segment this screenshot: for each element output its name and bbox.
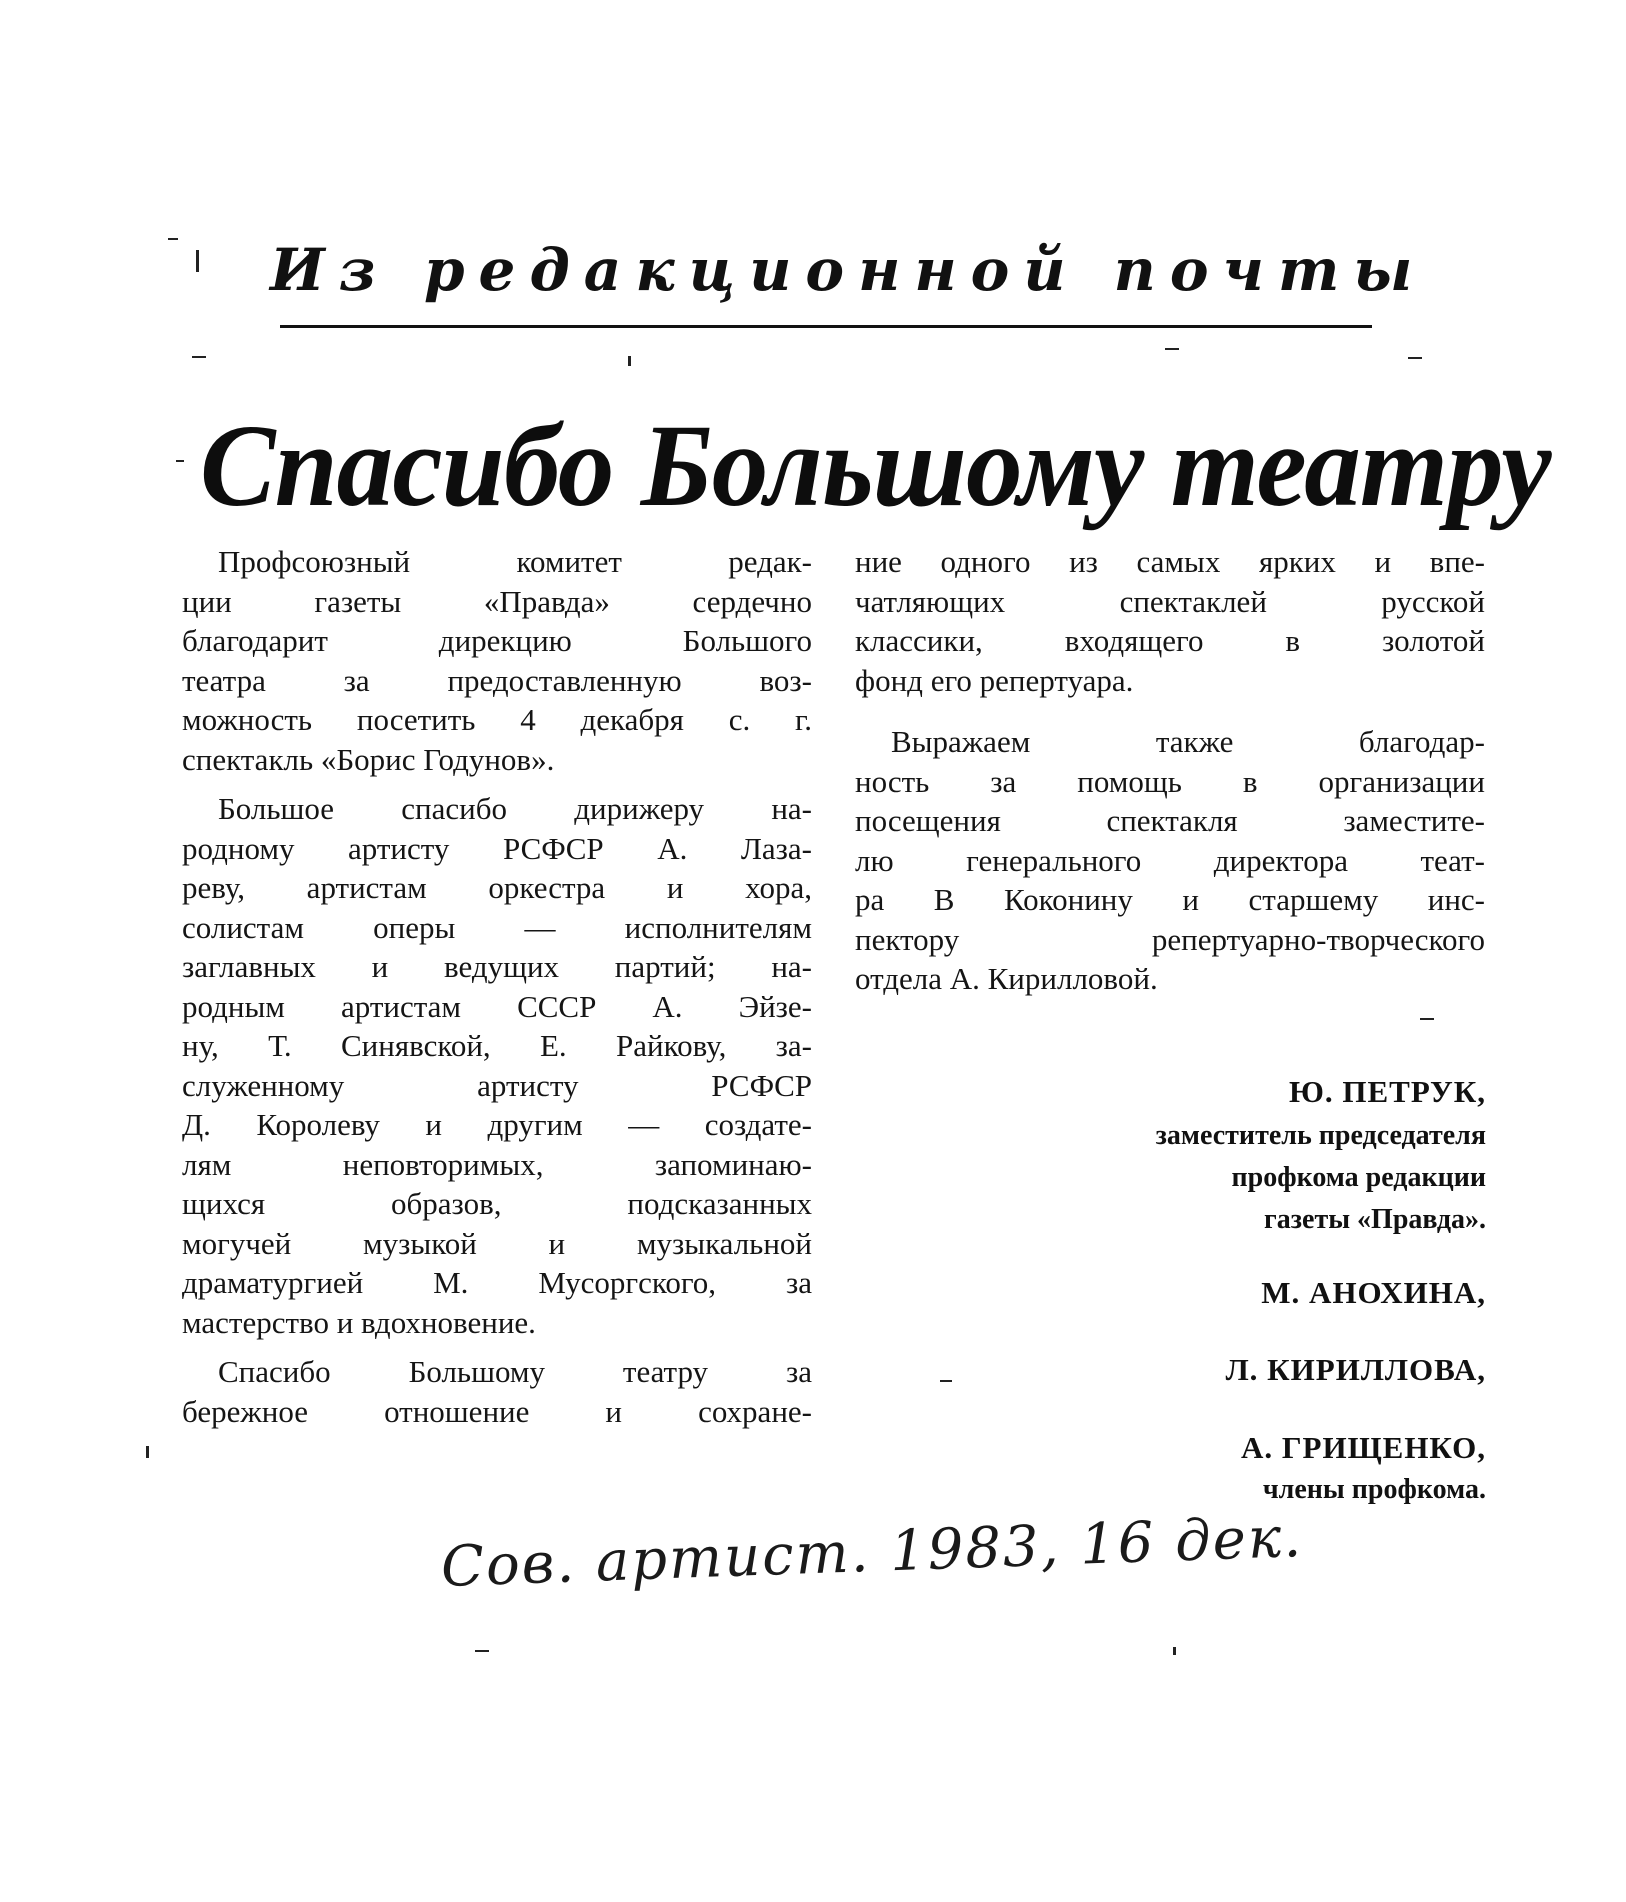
text-line: чатляющих спектаклей русской — [855, 583, 1485, 619]
text-line: ции газеты «Правда» сердечно — [182, 583, 812, 619]
text-line: ность за помощь в организации — [855, 763, 1485, 799]
text-line: служенному артисту РСФСР — [182, 1067, 812, 1103]
signature-role: заместитель председателя — [1155, 1120, 1486, 1151]
text-line: Д. Королеву и другим — создате- — [182, 1107, 812, 1142]
text-line: родному артисту РСФСР А. Лаза- — [182, 830, 812, 866]
text-line: Профсоюзный комитет редак- — [218, 544, 812, 579]
text-line: благодарит дирекцию Большого — [182, 623, 812, 658]
text-line: ну, Т. Синявской, Е. Райкову, за- — [182, 1028, 812, 1063]
signature-name: Л. КИРИЛЛОВА, — [1225, 1352, 1486, 1387]
text-line: фонд его репертуара. — [855, 662, 1134, 698]
text-line: родным артистам СССР А. Эйзе- — [182, 988, 812, 1024]
scan-speck — [475, 1650, 489, 1652]
article-left-column — [182, 542, 812, 1431]
article-right-column — [855, 542, 1485, 999]
text-line: мастерство и вдохновение. — [182, 1304, 536, 1340]
signature-role: профкома редакции — [1231, 1162, 1486, 1193]
headline: Спасибо Большому театру — [200, 400, 1551, 531]
text-line: лю генерального директора теат- — [855, 842, 1485, 878]
text-line: отдела А. Кирилловой. — [855, 961, 1158, 996]
text-line: бережное отношение и сохране- — [182, 1393, 812, 1429]
rubric-underline — [280, 325, 1372, 328]
signature-role: газеты «Правда». — [1264, 1204, 1486, 1235]
signature-name: М. АНОХИНА, — [1261, 1275, 1486, 1310]
signature-role: члены профкома. — [1262, 1474, 1486, 1505]
scan-speck — [176, 460, 184, 462]
scan-speck — [1165, 348, 1179, 350]
handwritten-source-note: Сов. артист. 1983, 16 дек. — [440, 1504, 1305, 1600]
text-line: ние одного из самых ярких и впе- — [855, 544, 1485, 579]
scan-speck — [168, 238, 178, 240]
scan-speck — [196, 250, 199, 272]
scan-speck — [1408, 357, 1422, 359]
text-line: Выражаем также благодар- — [891, 724, 1485, 759]
text-line: театра за предоставленную воз- — [182, 662, 812, 698]
scan-speck — [146, 1446, 149, 1458]
text-line: спектакль «Борис Годунов». — [182, 741, 555, 777]
text-line: можность посетить 4 декабря с. г. — [182, 702, 812, 737]
rubric-title: Из редакционной почты — [270, 236, 1427, 304]
scan-speck — [192, 356, 206, 358]
signature-name: Ю. ПЕТРУК, — [1288, 1074, 1486, 1109]
text-line: драматургией М. Мусоргского, за — [182, 1265, 812, 1300]
text-line: ра В Коконину и старшему инс- — [855, 882, 1485, 917]
scan-speck — [1173, 1647, 1176, 1655]
text-line: солистам оперы — исполнителям — [182, 909, 812, 945]
text-line: пектору репертуарно-творческого — [855, 921, 1485, 957]
text-line: могучей музыкой и музыкальной — [182, 1225, 812, 1261]
scan-speck — [940, 1380, 952, 1382]
scan-speck — [628, 356, 631, 366]
text-line: лям неповторимых, запоминаю- — [182, 1146, 812, 1182]
text-line: щихся образов, подсказанных — [182, 1186, 812, 1221]
signature-name: А. ГРИЩЕНКО, — [1240, 1430, 1486, 1465]
text-line: Спасибо Большому театру за — [218, 1354, 812, 1389]
scan-speck — [1420, 1018, 1434, 1020]
text-line: классики, входящего в золотой — [855, 623, 1485, 658]
text-line: посещения спектакля заместите- — [855, 803, 1485, 838]
text-line: реву, артистам оркестра и хора, — [182, 870, 812, 905]
text-line: Большое спасибо дирижеру на- — [218, 791, 812, 826]
text-line: заглавных и ведущих партий; на- — [182, 949, 812, 984]
